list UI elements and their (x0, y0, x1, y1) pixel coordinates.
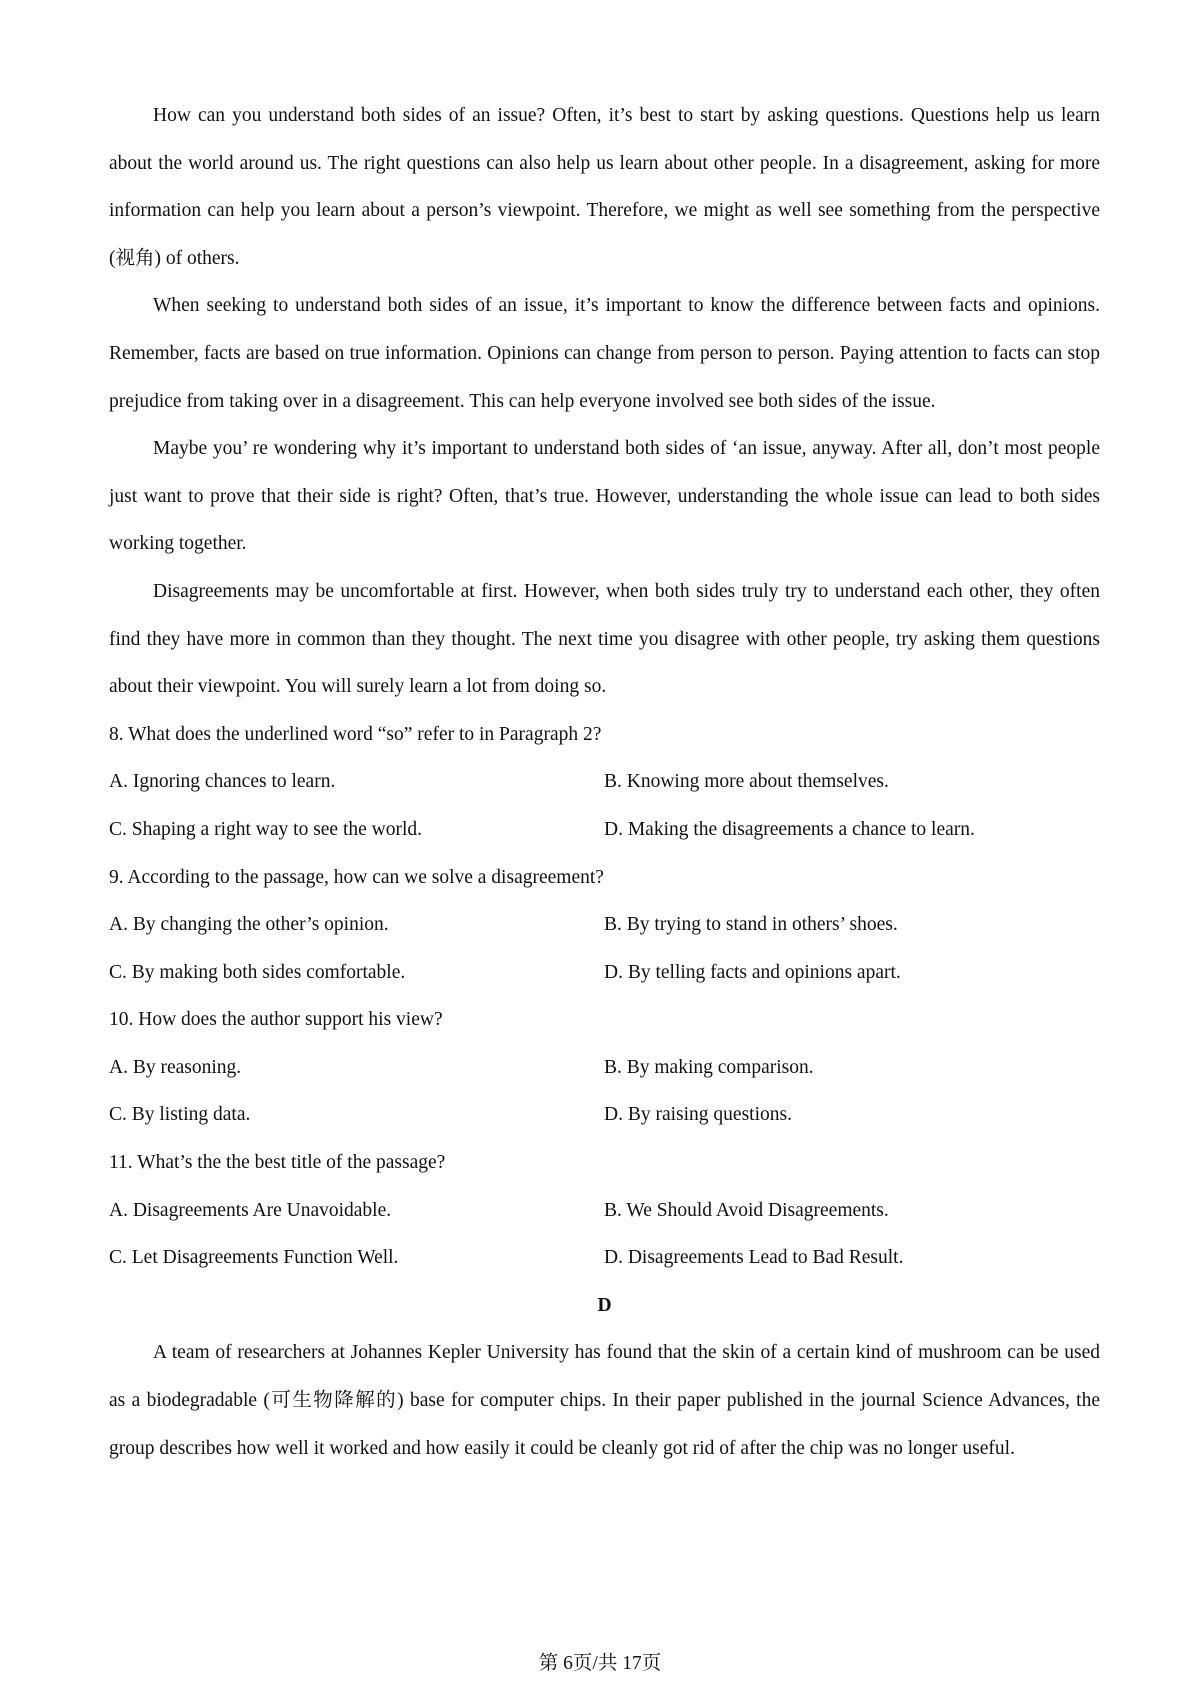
passage-c-paragraph-3: Maybe you’ re wondering why it’s important to understand both sides of ‘an issue, anyway. After all, don’t most people just want to prove that their side is right? Often, that’s true. However, understanding the whole issue can lead to both sides working together. (109, 438, 1100, 555)
passage-d-paragraph-1: A team of researchers at Johannes Kepler University has found that the skin of a certain kind of mushroom can be used as a biodegradable (可生物降解的) base for computer chips. In their paper published in the journal Science Advances, the group describes how well it worked and how easily it could be cleanly got rid of after the chip was no longer useful. (109, 1342, 1100, 1459)
option-a: A. By reasoning. (109, 1056, 242, 1078)
option-a: A. By changing the other’s opinion. (109, 914, 389, 936)
passage-d (109, 1282, 1100, 1472)
question-stem: 11. What’s the the best title of the passage? (109, 1152, 446, 1174)
question-options (109, 1044, 1100, 1139)
question-stem: 10. How does the author support his view? (109, 1009, 443, 1031)
option-d: D. By raising questions. (604, 1104, 792, 1126)
option-a: A. Disagreements Are Unavoidable. (109, 1199, 392, 1221)
option-d: D. Making the disagreements a chance to learn. (604, 818, 975, 840)
option-b: B. We Should Avoid Disagreements. (604, 1199, 889, 1221)
question-stem: 8. What does the underlined word “so” refer to in Paragraph 2? (109, 723, 602, 745)
option-a: A. Ignoring chances to learn. (109, 771, 336, 793)
page-number-footer: 第 6页/共 17页 (538, 1653, 662, 1674)
question-8 (109, 711, 1100, 854)
option-c: C. Let Disagreements Function Well. (109, 1247, 399, 1269)
option-c: C. By listing data. (109, 1104, 251, 1126)
passage-c (109, 92, 1100, 711)
option-c: C. Shaping a right way to see the world. (109, 818, 423, 840)
passage-c-paragraph-1: How can you understand both sides of an issue? Often, it’s best to start by asking questions. Questions help us learn about the world around us. The right questions can also help us learn about other people. In a disagreement, asking for more information can help you learn about a person’s viewpoint. Therefore, we might as well see something from the perspective (视角) of others. (109, 105, 1100, 269)
question-options (109, 901, 1100, 996)
document-page (109, 92, 1100, 1472)
question-options (109, 758, 1100, 853)
question-11 (109, 1139, 1100, 1282)
passage-c-paragraph-4: Disagreements may be uncomfortable at first. However, when both sides truly try to understand each other, they often find they have more in common than they thought. The next time you disagree with other people, try asking them questions about their viewpoint. You will surely learn a lot from doing so. (109, 580, 1100, 698)
question-9 (109, 854, 1100, 997)
question-stem: 9. According to the passage, how can we solve a disagreement? (109, 866, 604, 888)
option-d: D. By telling facts and opinions apart. (604, 961, 901, 983)
option-b: B. By making comparison. (604, 1056, 814, 1078)
passage-c-paragraph-2: When seeking to understand both sides of an issue, it’s important to know the difference between facts and opinions. Remember, facts are based on true information. Opinions can change from person to person. Paying attention to facts can stop prejudice from taking over in a disagreement. This can help everyone involved see both sides of the issue. (109, 295, 1100, 412)
question-10 (109, 996, 1100, 1139)
question-options (109, 1187, 1100, 1282)
section-heading: D (597, 1294, 612, 1316)
option-c: C. By making both sides comfortable. (109, 961, 406, 983)
option-d: D. Disagreements Lead to Bad Result. (604, 1247, 904, 1269)
option-b: B. Knowing more about themselves. (604, 771, 889, 793)
option-b: B. By trying to stand in others’ shoes. (604, 914, 898, 936)
